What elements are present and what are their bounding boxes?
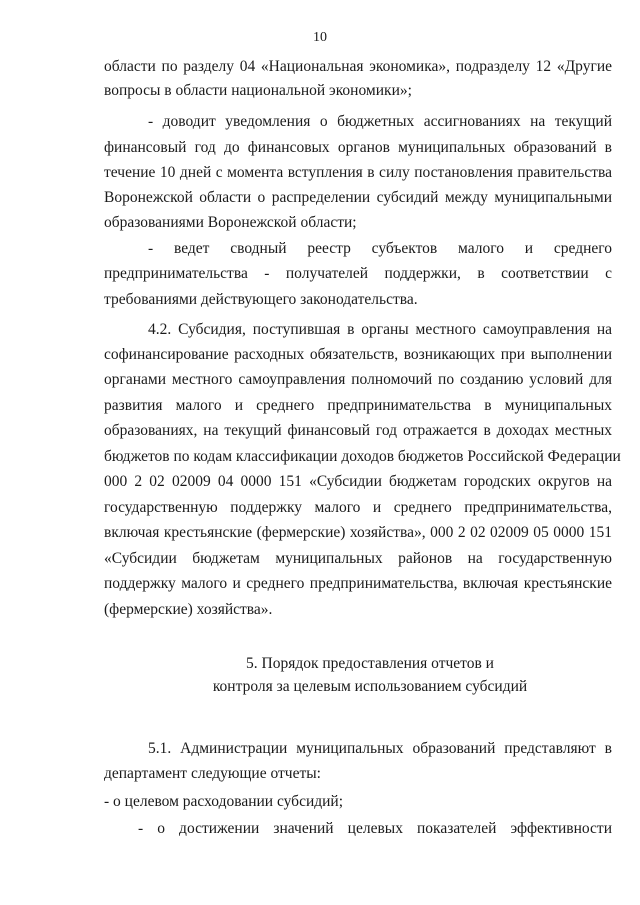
text-line: - доводит уведомления о бюджетных ассигнованиях на текущий	[148, 113, 612, 130]
text-line: государственную поддержку малого и среднего предпринимательства,	[104, 499, 612, 516]
text-line: поддержку малого и среднего предпринимательства, включая крестьянские	[104, 575, 612, 592]
text-line: 4.2. Субсидия, поступившая в органы местного самоуправления на	[148, 321, 612, 338]
page-number: 10	[313, 30, 327, 45]
text-line: Воронежской области о распределении субсидий между муниципальными	[104, 189, 612, 206]
text-line: - о целевом расходовании субсидий;	[104, 793, 344, 810]
section-heading: 5. Порядок предоставления отчетов и	[246, 655, 494, 672]
text-line: 000 2 02 02009 04 0000 151 «Субсидии бюджетам городских округов на	[104, 473, 612, 490]
text-line: вопросы в области национальной экономики»;	[104, 82, 412, 99]
text-line: «Субсидии бюджетам муниципальных районов на государственную	[104, 550, 612, 567]
text-line: 5.1. Администрации муниципальных образований представляют в	[148, 740, 612, 757]
text-line: финансовый год до финансовых органов муниципальных образований в	[104, 139, 612, 156]
text-line: бюджетов по кодам классификации доходов бюджетов Российской Федерации	[104, 448, 621, 465]
section-heading: контроля за целевым использованием субсидий	[212, 678, 528, 695]
text-line: департамент следующие отчеты:	[104, 765, 321, 782]
text-line: (фермерские) хозяйства».	[104, 601, 273, 618]
text-line: требованиями действующего законодательства.	[104, 291, 418, 308]
text-line: включая крестьянские (фермерские) хозяйства», 000 2 02 02009 05 0000 151	[104, 524, 612, 541]
text-line: предпринимательства - получателей поддержки, в соответствии с	[104, 265, 612, 282]
text-line: области по разделу 04 «Национальная экономика», подразделу 12 «Другие	[104, 58, 612, 75]
text-line: органами местного самоуправления полномочий по созданию условий для	[104, 371, 612, 388]
text-line: развития малого и среднего предпринимательства в муниципальных	[104, 397, 612, 414]
text-line: - о достижении значений целевых показателей эффективности	[138, 820, 612, 837]
text-line: софинансирование расходных обязательств, возникающих при выполнении	[104, 346, 612, 363]
text-line: - ведет сводный реестр субъектов малого и среднего	[148, 240, 612, 257]
text-line: образованиях, на текущий финансовый год отражается в доходах местных	[104, 422, 612, 439]
text-line: образованиями Воронежской области;	[104, 214, 357, 231]
text-line: течение 10 дней с момента вступления в силу постановления правительства	[104, 164, 612, 181]
